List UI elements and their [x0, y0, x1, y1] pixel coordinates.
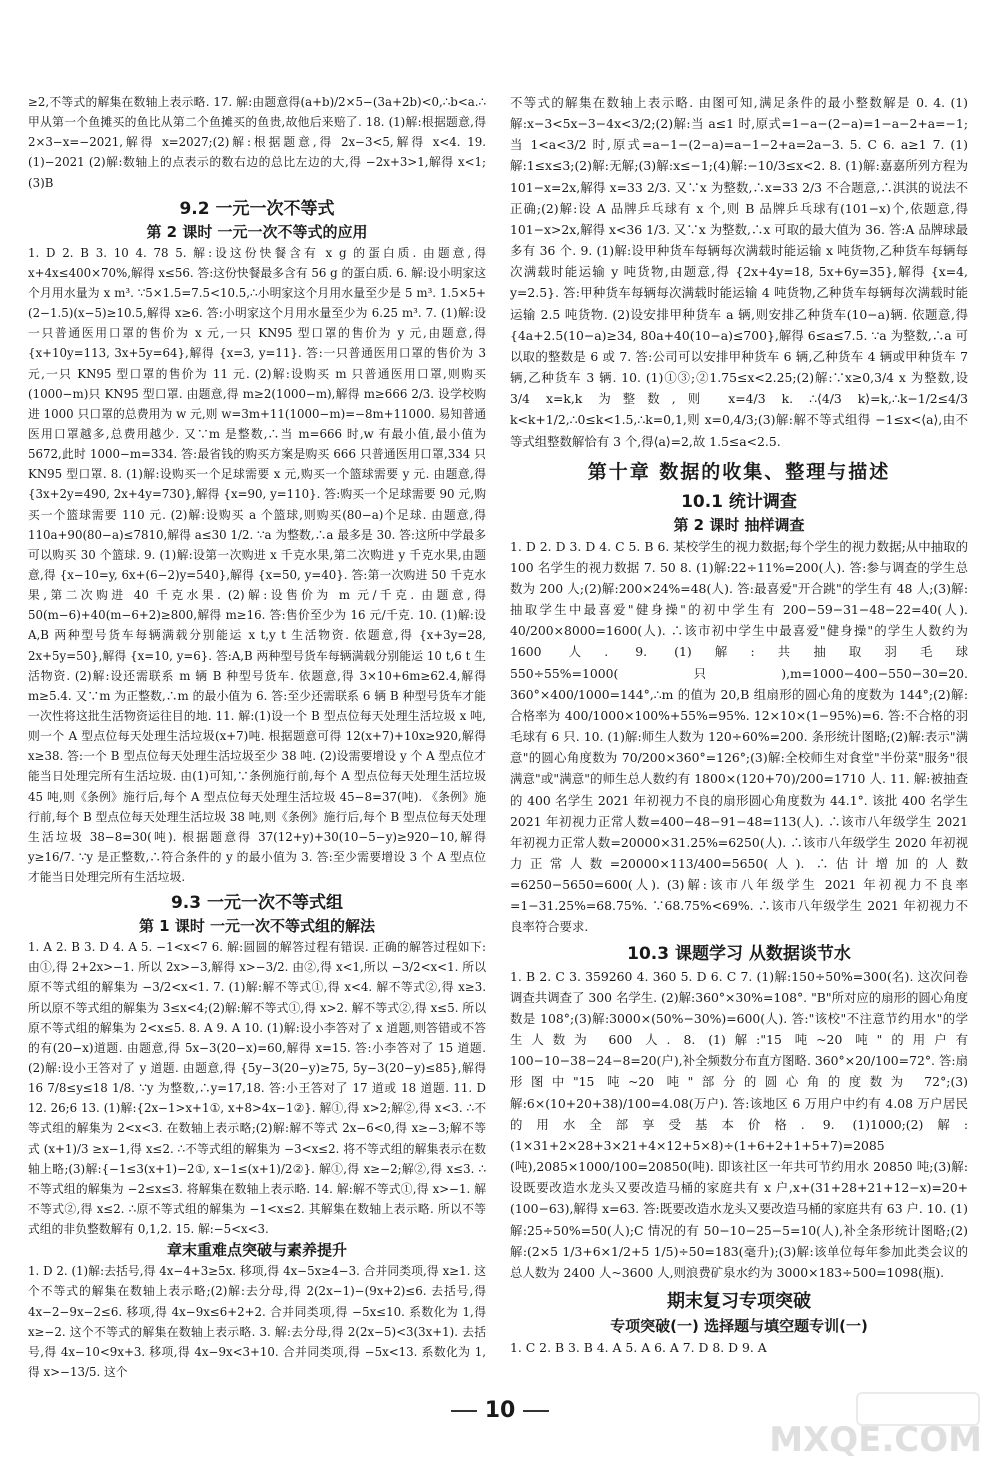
left-column — [28, 92, 486, 1382]
final-review-heading: 期末复习专项突破 — [667, 1290, 811, 1312]
right-column — [510, 92, 968, 1358]
answer-paragraph: 1. D 2. B 3. 10 4. 78 5. 解:设这份快餐含有 x g 的蛋白质. 由题意,得 x+4x≤400×70%,解得 x≤56. 答:这份快餐最多含有 56 g 的蛋白质. 6. 解:设小明家这个月用水量为 x m³. ∵5×1.5=7.5<10.5,∴小明家这个月用水量至少是 5 m³. 1.5×5+(2−1.5)(x−5)≥10.5,解得 x≥6. 答:小明家这个月用水量至少为 6.25 m³. 7. (1)解:设一只普通医用口罩的售价为 x 元,一只 KN95 型口罩的售价为 y 元,由题意,得 {x+10y=113, 3x+5y=64},解得 {x=3, y=11}. 答:一只普通医用口罩的售价为 3 元,一只 KN95 型口罩的售价为 11 元. (2)解:设购买 m 只普通医用口罩,则购买(1000−m)只 KN95 型口罩. 由题意,得 m≥2(1000−m),解得 m≥666 2/3. 设学校购进 1000 只口罩的总费用为 w 元,则 w=3m+11(1000−m)=−8m+11000. 易知普通医用口罩越多,总费用越少. 又∵m 是整数,∴当 m=666 时,w 有最小值,最小值为 5672,此时 1000−m=334. 答:最省钱的购买方案是购买 666 只普通医用口罩,334 只 KN95 型口罩. 8. (1)解:设购买一个足球需要 x 元,购买一个篮球需要 y 元. 由题意,得 {3x+2y=490, 2x+4y=730},解得 {x=90, y=110}. 答:购买一个足球需要 90 元,购买一个篮球需要 110 元. (2)解:设购买 a 个篮球,则购买(80−a)个足球. 由题意,得 110a+90(80−a)≤7810,解得 a≤30 1/2. ∵a 为整数,∴a 最多是 30. 答:这所中学最多可以购买 30 个篮球. 9. (1)解:设第一次购进 x 千克水果,第二次购进 y 千克水果,由题意,得 {x−10=y, 6x+(6−2)y=540},解得 {x=50, y=40}. 答:第一次购进 50 千克水果,第二次购进 40 千克水果. (2)解:设售价为 m 元/千克. 由题意,得 50(m−6)+40(m−6+2)≥800,解得 m≥16. 答:售价至少为 16 元/千克. 10. (1)解:设 A,B 两种型号货车每辆满载分别能运 x t,y t 生活物资. 依题意,得 {x+3y=28, 2x+5y=50},解得 {x=10, y=6}. 答:A,B 两种型号货车每辆满载分别能运 10 t,6 t 生活物资. (2)解:设还需联系 m 辆 B 种型号货车. 依题意,得 3×10+6m≥62.4,解得 m≥5.4. 又∵m 为正整数,∴m 的最小值为 6. 答:至少还需联系 6 辆 B 种型号货车才能一次性将这批生活物资运往目的地. 11. 解:(1)设一个 B 型点位每天处理生活垃圾 x 吨,则一个 A 型点位每天处理生活垃圾(x+7)吨. 根据题意可得 12(x+7)+10x≥920,解得 x≥38. 答:一个 B 型点位每天处理生活垃圾至少 38 吨. (2)设需要增设 y 个 A 型点位才能当日处理完所有生活垃圾. 由(1)可知,∵条例施行前,每个 A 型点位每天处理生活垃圾 45 吨,则《条例》施行后,每个 A 型点位每天处理生活垃圾 45−8=37(吨). 《条例》施行前,每个 B 型点位每天处理生活垃圾 38 吨,则《条例》施行后,每个 B 型点位每天处理生活垃圾 38−8=30(吨). 根据题意得 37(12+y)+30(10−5−y)≥920−10,解得 y≥16/7. ∵y 是正整数,∴符合条件的 y 的最小值为 3. 答:至少需要增设 3 个 A 型点位才能当日处理完所有生活垃圾. — [28, 245, 486, 885]
section-heading: 10.1 统计调查 — [681, 491, 797, 512]
lesson-heading: 第 1 课时 一元一次不等式组的解法 — [138, 917, 376, 936]
dash-left — [451, 1410, 477, 1412]
review-heading: 章末重难点突破与素养提升 — [166, 1241, 347, 1260]
lesson-heading: 第 2 课时 一元一次不等式的应用 — [146, 222, 368, 241]
answer-paragraph: 1. D 2. (1)解:去括号,得 4x−4+3≥5x. 移项,得 4x−5x≥4−3. 合并同类项,得 x≥1. 这个不等式的解集在数轴上表示略;(2)解:去分母,得 2(2x−1)−(9x+2)≤6. 去括号,得 4x−2−9x−2≤6. 移项,得 4x−9x≤6+2+2. 合并同类项,得 −5x≤10. 系数化为 1,得 x≥−2. 这个不等式的解集在数轴上表示略. 3. 解:去分母,得 2(2x−5)<3(3x+1). 去括号,得 4x−10<9x+3. 移项,得 4x−9x<3+10. 合并同类项,得 −5x<13. 系数化为 1,得 x>−13/5. 这个 — [28, 1264, 486, 1380]
section-heading: 9.2 一元一次不等式 — [179, 198, 335, 219]
answer-paragraph: 不等式的解集在数轴上表示略. 由图可知,满足条件的最小整数解是 0. 4. (1)解:x−3<5x−3−4x<3/2;(2)解:当 a≤1 时,原式=1−a−(2−a)=1−a−2+a=−1;当 1<a<3/2 时,原式=a−1−(2−a)=a−1−2+a=2a−3. 5. C 6. a≥1 7. (1)解:1≤x≤3;(2)解:无解;(3)解:x≤−1;(4)解:−10/3≤x<2. 8. (1)解:嘉嘉所列方程为 101−x=2x,解得 x=33 2/3. 又∵x 为整数,∴x=33 2/3 不合题意,∴淇淇的说法不正确;(2)解:设 A 品牌乒乓球有 x 个,则 B 品牌乒乓球有(101−x)个,依题意,得 101−x>2x,解得 x<36 1/3. 又∵x 为整数,∴x 可取的最大值为 36. 答:A 品牌球最多有 36 个. 9. (1)解:设甲种货车每辆每次满载时能运输 x 吨货物,乙种货车每辆每次满载时能运输 y 吨货物,由题意,得 {2x+4y=18, 5x+6y=35},解得 {x=4, y=2.5}. 答:甲种货车每辆每次满载时能运输 4 吨货物,乙种货车每辆每次满载时能运输 2.5 吨货物. (2)设安排甲种货车 a 辆,则安排乙种货车(10−a)辆. 依题意,得 {4a+2.5(10−a)≥34, 80a+40(10−a)≤700},解得 6≤a≤7.5. ∵a 为整数,∴a 可以取的整数是 6 或 7. 答:公司可以安排甲种货车 6 辆,乙种货车 4 辆或甲种货车 7 辆,乙种货车 3 辆. 10. (1)①③;②1.75≤x<2.25;(2)解:∵x≥0,3/4 x 为整数,设 3/4 x=k,k 为整数,则 x=4/3 k. ∴⟨4/3 k⟩=k,∴k−1/2≤4/3 k<k+1/2,∴0≤k<1.5,∴k=0,1,则 x=0,4/3;(3)解:解不等式组得 −1≤x<⟨a⟩,由不等式组整数解恰有 3 个,得⟨a⟩=2,故 1.5≤a<2.5. — [510, 95, 968, 449]
section-heading: 9.3 一元一次不等式组 — [170, 893, 344, 914]
lesson-heading: 专项突破(一) 选择题与填空题专训(一) — [610, 1316, 868, 1335]
answer-paragraph: ≥2,不等式的解集在数轴上表示略. 17. 解:由题意得(a+b)/2×5−(3a+2b)<0,∴b<a.∴甲从第一个鱼摊买的鱼比从第二个鱼摊买的鱼贵,故他后来赔了. 18. (1)解:根据题意,得 2×3−x=−2021,解得 x=2027;(2)解:根据题意,得 2x−3<5,解得 x<4. 19. (1)−2021 (2)解:数轴上的点表示的数右边的总比左边的大,得 −2x+3>1,解得 x<1;(3)B — [28, 95, 486, 190]
watermark-text: MXQE.COM — [769, 1420, 982, 1460]
chapter-heading: 第十章 数据的收集、整理与描述 — [587, 460, 891, 483]
dash-right — [523, 1410, 549, 1412]
answer-paragraph: 1. B 2. C 3. 359260 4. 360 5. D 6. C 7. (1)解:150÷50%=300(名). 这次问卷调查共调查了 300 名学生. (2)解:360°×30%=108°. "B"所对应的扇形的圆心角度数是 108°;(3)解:3000×(50%−30%)=600(人). 答:"该校"不注意节约用水"的学生人数为 600 人. 8. (1)解:"15 吨~20 吨"的用户有 100−10−38−24−8=20(户),补全频数分布直方图略. 360°×20/100=72°. 答:扇形图中"15 吨~20 吨"部分的圆心角的度数为 72°;(3)解:6×(10+20+38)/100=4.08(万户). 答:该地区 6 万用户中约有 4.08 万户居民的用水全部享受基本价格. 9. (1)1000;(2)解:(1×31+2×28+3×21+4×12+5×8)÷(1+6+2+1+5+7)=2085 (吨),2085×1000/100=20850(吨). 即该社区一年共可节约用水 20850 吨;(3)解:设既要改造水龙头又要改造马桶的家庭共有 x 户,x+(31+28+21+12−x)=20+(100−63),解得 x=63. 答:既要改造水龙头又要改造马桶的家庭共有 63 户. 10. (1)解:25÷50%=50(人);C 情况的有 50−10−25−5=10(人),补全条形统计图略;(2)解:(2×5 1/3+6×1/2+5 1/5)÷50=183(毫升);(3)解:该单位每年参加此类会议的总人数为 2400 人~3600 人,则浪费矿泉水约为 3000×183÷500=1098(瓶). — [510, 968, 969, 1280]
answer-paragraph: 1. D 2. D 3. D 4. C 5. B 6. 某校学生的视力数据;每个学生的视力数据;从中抽取的 100 名学生的视力数据 7. 50 8. (1)解:22÷11%=200(人). 答:参与调查的学生总数为 200 人;(2)解:200×24%=48(人). 答:最喜爱"开合跳"的学生有 48 人;(3)解:抽取学生中最喜爱"健身操"的初中学生有 200−59−31−48−22=40(人). 40/200×8000=1600(人). ∴该市初中学生中最喜爱"健身操"的学生人数约为 1600 人. 9. (1)解:共抽取羽毛球 550÷55%=1000(只),m=1000−400−550−30=20. 360°×400/1000=144°,∴m 的值为 20,B 组扇形的圆心角的度数为 144°;(2)解:合格率为 400/1000×100%+55%=95%. 12×10×(1−95%)=6. 答:不合格的羽毛球有 6 只. 10. (1)解:师生人数为 120÷60%=200. 条形统计图略;(2)解:表示"满意"的圆心角度数为 70/200×360°=126°;(3)解:全校师生对食堂"半份菜"服务"很满意"或"满意"的师生总人数约有 1800×(120+70)/200=1710 人. 11. 解:被抽查的 400 名学生 2021 年初视力不良的扇形圆心角度数为 44.1°. 该批 400 名学生 2021 年初视力正常人数=400−48−91−48=113(人). ∴该市八年级学生 2021 年初视力正常人数=20000×31.25%=6250(人). ∴该市八年级学生 2020 年初视力正常人数=20000×113/400=5650(人). ∴估计增加的人数=6250−5650=600(人). (3)解:该市八年级学生 2021 年初视力不良率=1−31.25%=68.75%. ∵68.75%<69%. ∴该市八年级学生 2021 年初视力不良率符合要求. — [510, 538, 968, 935]
page-number-text: 10 — [484, 1398, 516, 1423]
answer-paragraph: 1. C 2. B 3. B 4. A 5. A 6. A 7. D 8. D 9. A — [510, 1339, 767, 1355]
section-heading: 10.3 课题学习 从数据谈节水 — [627, 943, 851, 964]
lesson-heading: 第 2 课时 抽样调查 — [673, 515, 805, 534]
answer-paragraph: 1. A 2. B 3. D 4. A 5. −1<x<7 6. 解:圆圆的解答过程有错误. 正确的解答过程如下:由①,得 2+2x>−1. 所以 2x>−3,解得 x>−3/2. 由②,得 x<1,所以 −3/2<x<1. 所以原不等式组的解集为 −3/2<x<1. 7. (1)解:解不等式①,得 x<4. 解不等式②,得 x≥3. 所以原不等式组的解集为 3≤x<4;(2)解:解不等式①,得 x>2. 解不等式②,得 x≤5. 所以原不等式组的解集为 2<x≤5. 8. A 9. A 10. (1)解:设小李答对了 x 道题,则答错或不答的有(20−x)道题. 由题意,得 5x−3(20−x)=60,解得 x=15. 答:小李答对了 15 道题. (2)解:设小王答对了 y 道题. 由题意,得 {5y−3(20−y)≥75, 5y−3(20−y)≤85},解得 16 7/8≤y≤18 1/8. ∵y 为整数,∴y=17,18. 答:小王答对了 17 道或 18 道题. 11. D 12. 26;6 13. (1)解:{2x−1>x+1①, x+8>4x−1②}. 解①,得 x>2;解②,得 x<3. ∴不等式组的解集为 2<x<3. 在数轴上表示略;(2)解:解不等式 2x−6<0,得 x≥−3;解不等式 (x+1)/3 ≥x−1,得 x≤2. ∴不等式组的解集为 −3<x≤2. 将不等式组的解集表示在数轴上略;(3)解:{−1≤3(x+1)−2①, x−1≤(x+1)/2②}. 解①,得 x≥−2;解②,得 x≤3. ∴不等式组的解集为 −2≤x≤3. 将解集在数轴上表示略. 14. 解:解不等式①,得 x>−1. 解不等式②,得 x≤2. ∴原不等式组的解集为 −1<x≤2. 其解集在数轴上表示略. 所以不等式组的非负整数解有 0,1,2. 15. 解:−5<x<3. — [28, 940, 486, 1237]
